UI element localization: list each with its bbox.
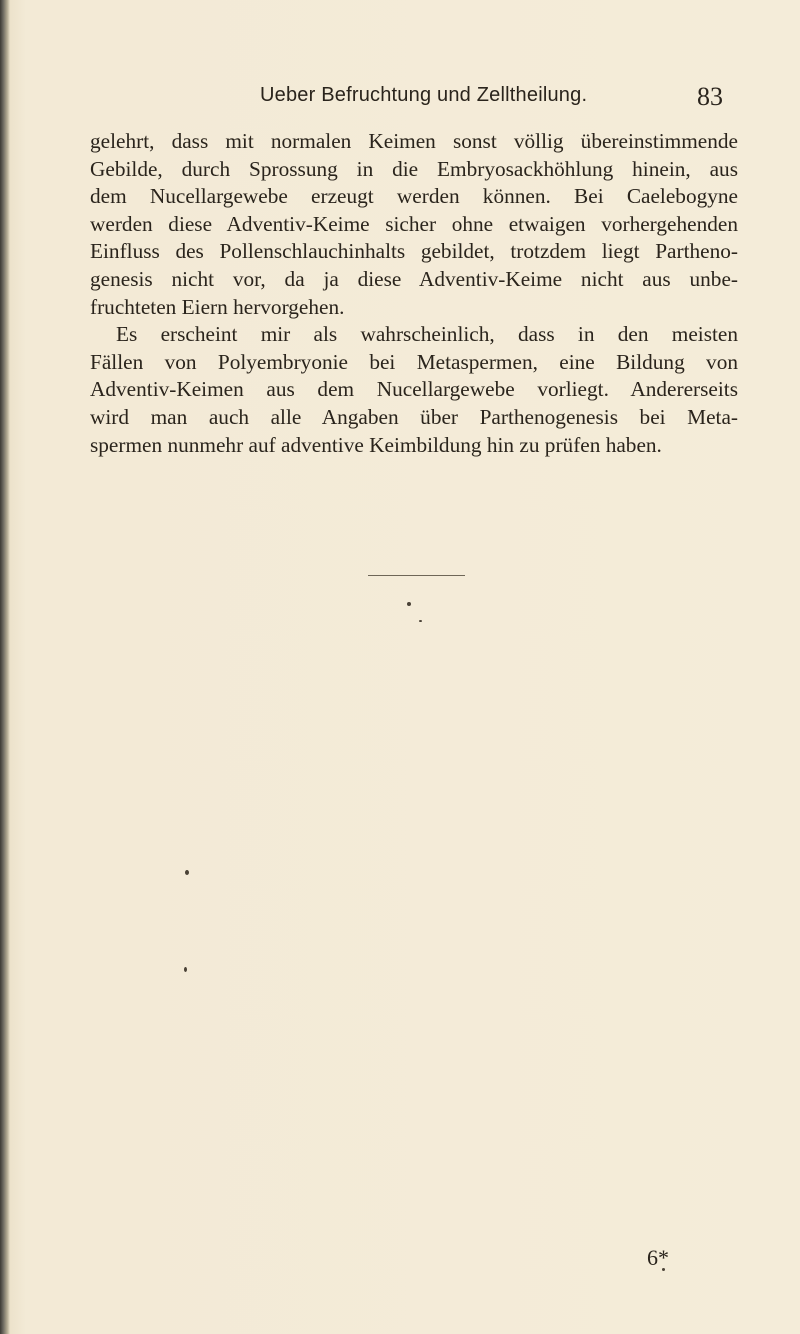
- page-spine-edge: [0, 0, 10, 1334]
- section-end-rule: [368, 575, 465, 576]
- text-line: wird man auch alle Angaben über Parthenogenesis bei Meta-: [90, 404, 738, 429]
- text-line: fruchteten Eiern hervorgehen.: [90, 294, 345, 319]
- text-line: Adventiv-Keimen aus dem Nucellargewebe vorliegt. Andererseits: [90, 377, 738, 402]
- print-speck: [185, 870, 189, 875]
- paragraph-2: [90, 321, 738, 459]
- text-line: genesis nicht vor, da ja diese Adventiv-Keime nicht aus unbe-: [90, 266, 738, 291]
- signature-mark: 6*: [647, 1245, 669, 1270]
- text-line: spermen nunmehr auf adventive Keimbildung hin zu prüfen haben.: [90, 432, 662, 457]
- body-text: [90, 128, 738, 459]
- paragraph-1: [90, 128, 738, 321]
- text-line: Einfluss des Pollenschlauchinhalts gebildet, trotzdem liegt Partheno-: [90, 239, 738, 264]
- text-line: gelehrt, dass mit normalen Keimen sonst völlig übereinstimmende: [90, 129, 738, 153]
- text-line: Fällen von Polyembryonie bei Metaspermen, eine Bildung von: [90, 349, 738, 374]
- print-speck: [407, 602, 411, 606]
- text-line: werden diese Adventiv-Keime sicher ohne etwaigen vorhergehenden: [90, 211, 738, 236]
- page-number: 83: [697, 82, 723, 111]
- running-head: Ueber Befruchtung und Zelltheilung.: [260, 84, 588, 106]
- print-speck: [184, 967, 187, 972]
- text-line: Es erscheint mir als wahrscheinlich, dass in den meisten: [116, 322, 738, 347]
- text-line: dem Nucellargewebe erzeugt werden können. Bei Caelebogyne: [90, 184, 738, 209]
- print-speck: [419, 620, 422, 622]
- text-line: Gebilde, durch Sprossung in die Embryosackhöhlung hinein, aus: [90, 156, 738, 181]
